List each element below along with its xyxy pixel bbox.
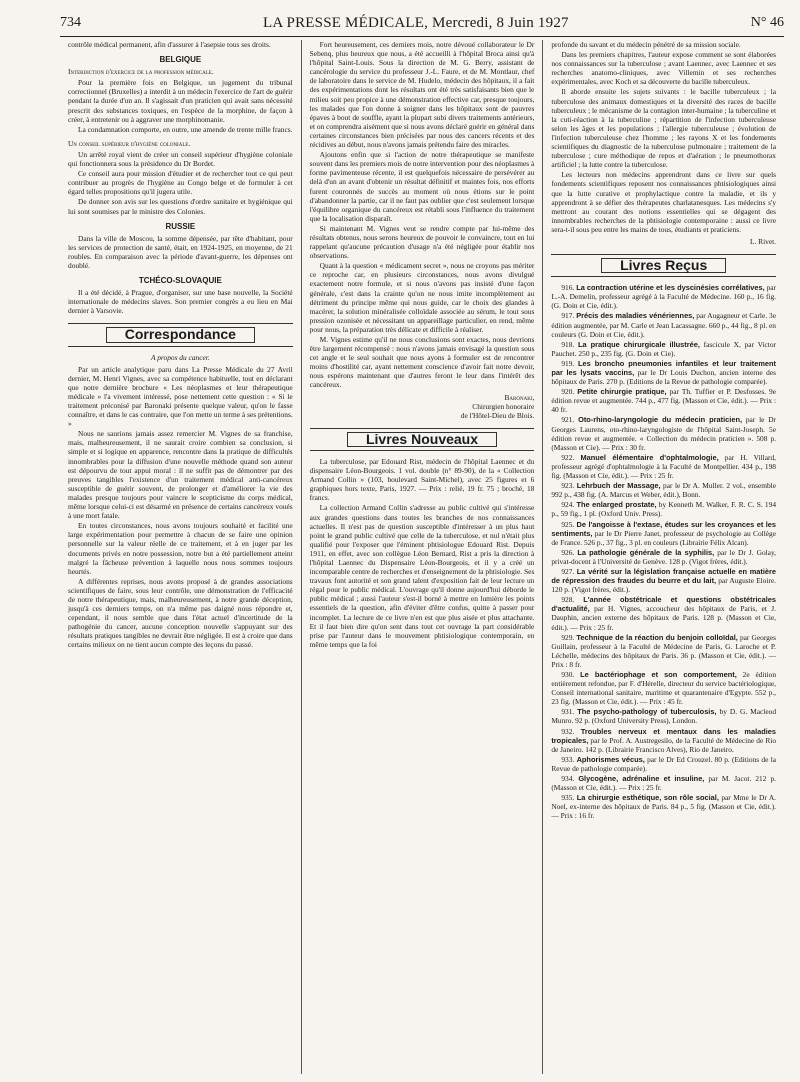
book-entry: [551, 415, 776, 451]
paragraph: Dans la ville de Moscou, la somme dépensée, par tête d'habitant, pour les services de protection de santé, était, en 1924-1925, en moyenne, de 21 roubles. En comparaison avec la période d'avant-guerre, les dépenses ont doublé.: [68, 233, 293, 270]
book-title: La chirurgie esthétique, son rôle social,: [576, 793, 719, 803]
book-title: La contraction utérine et les dyscinésies corrélatives,: [576, 283, 765, 293]
section-tcheco-title: TCHÉCO-SLOVAQUIE: [138, 276, 222, 286]
paragraph: Ajoutons enfin que si l'action de notre thérapeutique se manifeste souvent dans les premiers mois de notre intervention pour des néoplasmes à forme pavimenteuse récente, il est quelquefois nécessaire de persévérer au delà d'un an avant d'obtenir un résultat définitif et maintes fois, nos efforts furent couronnés de succès au moment où nous étions sur le point d'abandonner la partie, car il ne faut pas oublier que c'est seulement lorsque l'équilibre organique du cancéreux est rétabli sous l'influence du traitement que la localisation disparaît.: [309, 150, 535, 223]
colonial-subheading: Un conseil supérieur d'hygiène coloniale.: [68, 138, 191, 148]
book-details: par le Dr Pierre Janet, professeur de psychologie au Collège de France. 526 p., 37 fig., 3 pl. en couleurs (Librairie Félix Alcan).: [551, 528, 777, 547]
correspondance-title: Correspondance: [106, 327, 255, 342]
book-entry: [551, 567, 776, 594]
book-number: 932.: [561, 726, 581, 736]
paragraph: La condamnation comporte, en outre, une amende de trente mille francs.: [78, 124, 293, 134]
book-title: Le bactériophage et son comportement,: [580, 670, 737, 679]
page-header: [60, 12, 784, 34]
book-title: Les broncho pneumonies infantiles et leur traitement par les lysats vaccins,: [551, 358, 777, 377]
book-title: L'année obstétricale et questions obstétricales d'actualité,: [551, 595, 777, 614]
book-details: par Mme le Dr A. Noel, ex-interne des hôpitaux de Paris. 84 p., 5 fig. (Masson et Cie, édit.). — Prix : 16 fr.: [551, 793, 777, 821]
book-number: 929.: [561, 632, 577, 642]
book-entry: [551, 283, 776, 310]
book-title: Petite chirurgie pratique,: [577, 387, 667, 397]
section-belgique-title: BELGIQUE: [159, 55, 202, 65]
book-title: De l'angoisse à l'extase, études sur les croyances et les sentiments,: [551, 519, 777, 538]
book-entry: [551, 481, 776, 499]
paragraph: Ce conseil aura pour mission d'étudier et de rechercher tout ce qui peut contribuer au progrès de l'hygiène au Congo belge et de formuler à cet égard telles propositions qu'il jugera utile.: [68, 169, 293, 197]
page-number: 734: [60, 15, 81, 30]
book-title: Technique de la réaction du benjoin colloïdal,: [576, 632, 738, 642]
book-number: 920.: [561, 387, 578, 397]
book-entry: [551, 755, 776, 773]
book-number: 934.: [561, 774, 579, 784]
book-title: Lehrbuch der Massage,: [576, 481, 661, 491]
paragraph: Nous ne saurions jamais assez remercier M. Vignes de sa franchise, mais, malheureusement, il ne saurait croire combien sa conclusion, si simple et si logique en apparence, rencontre dans la pratique de difficultés innombrables pour la diffusion d'une nouvelle méthode quand son auteur est dépourvu de tout appui moral : il ne suffit pas de démontrer par des preuves tangibles l'existence d'un traitement médical anti-cancéreux susceptible de guérir souvent, de prolonger et d'améliorer la vie des malades presque toujours pour vaincre le scepticisme du corps médical, même lorsque celui-ci est désarmé en présence de certains cancéreux voués à une mort fatale.: [68, 429, 293, 521]
book-number: 935.: [561, 793, 577, 803]
book-number: 928.: [561, 595, 584, 605]
signature-place: de l'Hôtel-Dieu de Blois.: [460, 410, 535, 420]
book-number: 927.: [561, 566, 577, 576]
book-details: fascicule X, par Victor Pauchet. 250 p., 235 fig. (G. Doin et Cie).: [551, 339, 777, 358]
paragraph: Fort heureusement, ces derniers mois, notre dévoué collaborateur le Dr Sebenq, plus heureux que nous, a été accueilli à l'hôpital Broca ainsi qu'à l'hôpital Saint-Louis. Sous la direction de M. G. Berry, assistant de cancérologie du service du professeur J.-L. Faure, et de M. Montlaur, chef de laboratoire dans le service de M. Hudelo, médecin des hôpitaux, il a fait des expérimentations dont les résultats ont été très satisfaisants bien que le milieu soit peu propice à une démonstration effective car, presque toujours, les malades que l'on donne à soigner dans les hôpitaux sont de pauvres épaves à bout de souffle, ayant la plupart subi divers traitements antérieurs, et on comprendra aisément que si nous avons déclaré guérir en général dans certaines circonstances bien précisées par nous des cancers récents et des récidives au début, nous n'avons jamais prétendu faire des miracles.: [309, 40, 535, 150]
book-number: 931.: [561, 707, 578, 717]
book-number: 918.: [561, 339, 579, 349]
book-entry: [551, 311, 776, 338]
correspondance-banner: [68, 323, 293, 346]
signature-role: Chirurgien honoraire: [472, 401, 535, 411]
book-number: 921.: [561, 415, 579, 425]
book-title: The enlarged prostate,: [576, 500, 657, 510]
paragraph: Quant à la question « médicament secret », nous ne croyons pas mériter ce reproche car, en plusieurs circonstances, nous avons divulgué exactement notre formule, et si nous n'avons pas insisté d'une façon générale, c'est dans la crainte qu'on ne nous imite incomplètement au détriment du principe même qui nous guide, car le choix des glandes à macérer, la solution minéralisée colloïdale associée au sérum, le tout sous pression ozonisée et nécessitant un appareillage particulier, en rend, même pour nous, la préparation très délicate et difficile à réaliser.: [309, 261, 535, 334]
book-entry: [551, 727, 776, 754]
livres-nouveaux-title: Livres Nouveaux: [347, 432, 497, 447]
book-details: by Kenneth M. Walker, F. R. C. S. 194 p., 59 fig., 1 pl. (Oxford Univ. Press).: [551, 500, 777, 519]
paragraph: La collection Armand Collin s'adresse au public cultivé qui s'intéresse aux grandes questions dans toutes les branches de nos connaissances actuelles. Il n'est pas de question susceptible d'intéresser à un plus haut point le grand public cultivé que celle de la tuberculose, et nul n'était plus qualifié pour l'exposer que l'éminent phtisiologue Edouard Rist. Depuis 1911, en effet, avec son collègue Léon Bernard, Rist a pris la direction à l'hôpital Laennec du Dispensaire Léon-Bourgeois, et il y a créé un incomparable centre de recherches et d'enseignement de la phtisiologie. Ses travaux font autorité et son grand talent d'exposition fait de leur lecture un régal pour le public médical. L'ouvrage qu'il donne aujourd'hui déborde le public médical ; aussi l'auteur s'est-il borné à mettre en lumière les points essentiels de la question, afin d'éviter d'être confus, quitte à passer pour incomplet. La lecture de ce livre n'en est que plus aisée et plus attachante. Et il faut bien dire qu'on sent dans tout cet ouvrage la part considérable prise par l'auteur dans le mouvement phtisiologique contemporain, en même temps que la foi: [309, 503, 535, 649]
book-details: par Georges Guillain, professeur à la Faculté de Médecine de Paris, G. Laroche et P. Léchelle, médecins des hôpitaux de Paris. 36 p. (Masson et Cie, édit.). — Prix : 8 fr.: [551, 632, 777, 669]
column-3: [542, 40, 784, 1074]
book-number: 926.: [561, 547, 578, 557]
paragraph: La tuberculose, par Edouard Rist, médecin de l'hôpital Laennec et du dispensaire Léon-Bourgeois. 1 vol. double (n° 89-90), de la « Collection Armand Collin » (103, boulevard Saint-Michel), avec 25 figures et 6 graphiques hors texte, Paris, 1927. — Prix : relié, 19 fr. 75 ; broché, 18 francs.: [309, 456, 535, 503]
book-number: 925.: [561, 519, 577, 529]
book-details: par Augagneur et Carle. 3e édition augmentée, par M. Carle et Jean Lacassagne. 660 p., 44 fig., 8 pl. en couleurs (G. Doin et Cie, édit.).: [551, 311, 777, 339]
rivet-signature: L. Rivet.: [749, 236, 777, 246]
paragraph: Il a été décidé, à Prague, d'organiser, sur une base nouvelle, la Société internationale de médecins slaves. Son premier congrès a eu lieu en Mai dernier à Varsovie.: [68, 288, 293, 316]
book-details: par le Dr Ed Crouzel. 80 p. (Editions de la Revue de pathologie comparée).: [551, 754, 777, 773]
belgique-subheading: Interdiction d'exercice de la profession médicale.: [68, 67, 214, 77]
book-title: La pathologie générale de la syphilis,: [577, 547, 715, 557]
book-details: par le Dr J. Golay, privat-docent à l'Université de Genève. 128 p. (Vigot frères, édit.).: [551, 547, 777, 566]
paragraph: Par un article analytique paru dans La Presse Médicale du 27 Avril dernier, M. Henri Vignes, avec sa compétence habituelle, tout en déclarant que notre dernière brochure « Les néoplasmes et leur thérapeutique médicale » l'a vivement intéressé, pose nettement cette question : « Si le traitement préconisé par Baronaki présente quelque valeur, qu'on le fasse connaître, et dans le cas contraire, que l'on mette un terme à ses prétentions. »: [68, 364, 293, 429]
book-title: The psycho-pathology of tuberculosis,: [577, 707, 717, 717]
livres-recus-banner: [551, 254, 776, 277]
book-title: La vérité sur la législation française actuelle en matière de répression des fraudes du beurre et du lait,: [551, 566, 777, 586]
book-details: par L.-A. Demelin, professeur agrégé à la Faculté de Médecine. 160 p., 16 fig. (G. Doin et Cie, édit.).: [551, 283, 777, 311]
columns: [60, 40, 784, 1074]
book-entry: [551, 774, 776, 792]
section-russie-title: RUSSIE: [165, 221, 196, 231]
book-details: par le Prof. A. Austregesilo, de la Faculté de Médecine de Rio de Janeiro. 142 p. (Librairie Francisco Alves), Rio de Janeiro.: [551, 735, 777, 754]
issue-number: N° 46: [750, 15, 784, 30]
book-details: par M. Jacot. 212 p. (Masson et Cie, édit.). — Prix : 25 fr.: [551, 774, 777, 793]
book-entry: [551, 595, 776, 631]
paragraph: A différentes reprises, nous avons proposé à de grandes associations scientifiques de faire, sous leur contrôle, une démonstration de l'efficacité de notre thérapeutique, mais, malheureusement, à notre grande déception, jusqu'à ces derniers temps, on n'a même pas daigné nous répondre et, cependant, il nous semble que dans l'état actuel d'incertitude de la pathogénie du cancer, aucune conception nouvelle s'appuyant sur des résultats pratiques tangibles ne devrait être négligée. Il est à croire que dans certains milieux on ne tient aucun compte des leçons du passé.: [68, 576, 293, 650]
book-title: La pratique chirurgicale illustrée,: [578, 339, 700, 349]
book-title: Oto-rhino-laryngologie du médecin praticien,: [578, 415, 743, 425]
book-entry: [551, 359, 776, 386]
book-entry: [551, 670, 776, 706]
book-number: 924.: [561, 500, 577, 510]
signature-name: Baronaki,: [504, 392, 535, 402]
publication-title: LA PRESSE MÉDICALE, Mercredi, 8 Juin 1927: [263, 14, 569, 31]
book-entry: [551, 520, 776, 547]
book-entry: [551, 633, 776, 669]
book-entry: [551, 387, 776, 414]
book-details: par Auguste Eloire. 120 p. (Vigot frères, édit.).: [551, 576, 777, 595]
livres-nouveaux-banner: [310, 428, 535, 451]
book-details: par H. Vignes, accoucheur des hôpitaux de Paris, et J. Dauphin, ancien externe des hôpitaux de Paris. 128 p. (Masson et Cie, édit.). — Prix : 25 fr.: [551, 604, 777, 632]
book-title: Aphorismes vécus,: [576, 754, 645, 764]
book-number: 933.: [561, 754, 577, 764]
paragraph: En toutes circonstances, nous avons toujours souhaité et facilité une large expérimentation pour permettre à chacun de se faire une opinion personnelle sur la valeur réelle de ce traitement, et à en juger par les documents privés en notre possession, notre but a été partiellement atteint malgré la fâcheuse prévention à laquelle nous nous sommes toujours heurtés.: [68, 521, 293, 576]
book-number: 922.: [561, 452, 581, 462]
book-number: 917.: [561, 311, 577, 321]
book-details: par le Dr A. Muller. 2 vol., ensemble 992 p., 438 fig. (A. Marcus et Weber, édit.), Bonn.: [551, 481, 777, 500]
paragraph: Pour la première fois en Belgique, un jugement du tribunal correctionnel (Bruxelles) a interdit à un médecin l'exercice de l'art de guérir pendant la durée d'un an. Il s'agissait d'un praticien qui avait sans nécessité prescrit des substances toxiques, en l'espèce de la morphine, de façon à créer, à entretenir ou à aggraver une morphinomanie.: [68, 78, 293, 124]
paragraph: M. Vignes estime qu'il ne nous conclusions sont exactes, nous devrions être largement récompensé : nous n'avons jamais envisagé la question sous cet angle et le seul souhait que nous ayons à formuler est de rencontrer moins d'hostilité car, ayant nettement conscience d'avoir fait notre devoir, nous espérons maintenant que d'autres feront le leur dans l'intérêt des cancéreux.: [309, 335, 535, 390]
book-details: par Th. Tuffier et P. Desfosses. 9e édition revue et augmentée. 744 p., 477 fig. (Masson et Cie, édit.). — Prix : 40 fr.: [551, 387, 777, 415]
book-details: par H. Villard, professeur agrégé d'ophtalmologie à la Faculté de Montpellier. 434 p., 198 fig. (Masson et Cie, édit.). — Prix : 25 fr.: [551, 452, 777, 481]
baronaki-signature: [310, 393, 535, 420]
book-entry: [551, 793, 776, 820]
book-list: [551, 283, 776, 820]
paragraph: profonde du savant et du médecin pénétré de sa mission sociale.: [551, 40, 741, 49]
column-1: [60, 40, 301, 1074]
paragraph: Il aborde ensuite les sujets suivants : le bacille tuberculeux ; la tuberculose des animaux domestiques et la diversité des races de bacille tuberculeux ; le mécanisme de la contagion inter-humaine ; la tuberculine et la cuti-réaction à la tuberculine ; répartition de l'infection tuberculeuse selon les âges et les populations ; l'allergie tuberculeuse ; évolution de l'infection tuberculeuse chez l'homme ; les rayons X et les fondements scientifiques du diagnostic de la tuberculose pulmonaire ; traitement de la tuberculose ; cure méthodique de repos et d'aération ; le pneumothorax artificiel ; la lutte contre la tuberculose.: [551, 87, 777, 170]
book-entry: [551, 548, 776, 566]
book-entry: [551, 340, 776, 358]
book-number: 930.: [561, 670, 581, 679]
correspondance-subtitle: A propos du cancer.: [150, 352, 210, 362]
book-title: Glycogène, adrénaline et insuline,: [578, 774, 705, 784]
livres-recus-title: Livres Reçus: [601, 258, 726, 273]
book-number: 916.: [561, 283, 577, 293]
paragraph: Dans les premiers chapitres, l'auteur expose comment se sont élaborées nos connaissances sur la tuberculose ; avant Laennec, avec Laennec et ses recherches anatomo-cliniques, avec Villemin et ses recherches expérimentales, avec Koch et sa découverte du bacille tuberculeux.: [551, 50, 777, 87]
paragraph: Les lecteurs non médecins apprendront dans ce livre sur quels fondements scientifiques reposent nos connaissances phtisiologiques ainsi que la lutte curative et prophylactique contre la maladie, et ils y apprendront à se défier des thérapeutes charlatanesques. Les médecins s'y mettront au courant des notions essentielles qui se dégagent des innombrables recherches de la phtisiologie contemporaine : aussi ce livre sera-t-il sous peu entre les mains de tous, étudiants et praticiens.: [551, 170, 777, 234]
book-title: Précis des maladies vénériennes,: [576, 311, 695, 321]
book-title: Manuel élémentaire d'ophtalmologie,: [580, 452, 719, 462]
column-2: [301, 40, 543, 1074]
paragraph: Si maintenant M. Vignes veut se rendre compte par lui-même des résultats obtenus, nous serons heureux de pouvoir le convaincre, tout en lui rappelant qu'aucune précaution d'usage n'a été négligée pour établir nos observations.: [309, 223, 535, 261]
book-details: by D. G. Macleod Munro. 92 p. (Oxford University Press), London.: [551, 707, 777, 726]
book-details: par le Dr Louis Duchon, ancien interne des hôpitaux de Paris. 270 p. (Editions de la Revue de pathologie comparée).: [551, 368, 777, 387]
book-number: 919.: [561, 358, 579, 368]
header-rule: [60, 36, 784, 37]
book-entry: [551, 500, 776, 518]
book-number: 923.: [561, 481, 577, 491]
book-details: 2e édition entièrement refondue, par F. d'Hérelle, directeur du service bactériologique, Conseil international sanitaire, maritime et quarantenaire d'Egypte. 552 p., 23 fig. (Masson et Cie, édit.). — Prix : 45 fr.: [551, 670, 777, 707]
intro-paragraph: contrôle médical permanent, afin d'assurer à l'asepsie tous ses droits.: [68, 40, 271, 49]
paragraph: De donner son avis sur les questions d'ordre sanitaire et hygiénique qui lui sont soumises par le ministre des Colonies.: [68, 197, 293, 216]
book-entry: [551, 707, 776, 725]
book-title: Troubles nerveux et mentaux dans les maladies tropicales,: [551, 726, 777, 745]
book-entry: [551, 453, 776, 480]
paragraph: Un arrêté royal vient de créer un conseil supérieur d'hygiène coloniale qui fonctionnera sous la présidence du Dr Bordet.: [68, 149, 293, 169]
book-details: par le Dr Georges Laurens, oto-rhino-laryngologiste de l'hôpital Saint-Joseph. 5e édition revue et augmentée. « Collection du médecin praticien ». 508 p. (Masson et Cie). — Prix : 30 fr.: [551, 415, 777, 452]
